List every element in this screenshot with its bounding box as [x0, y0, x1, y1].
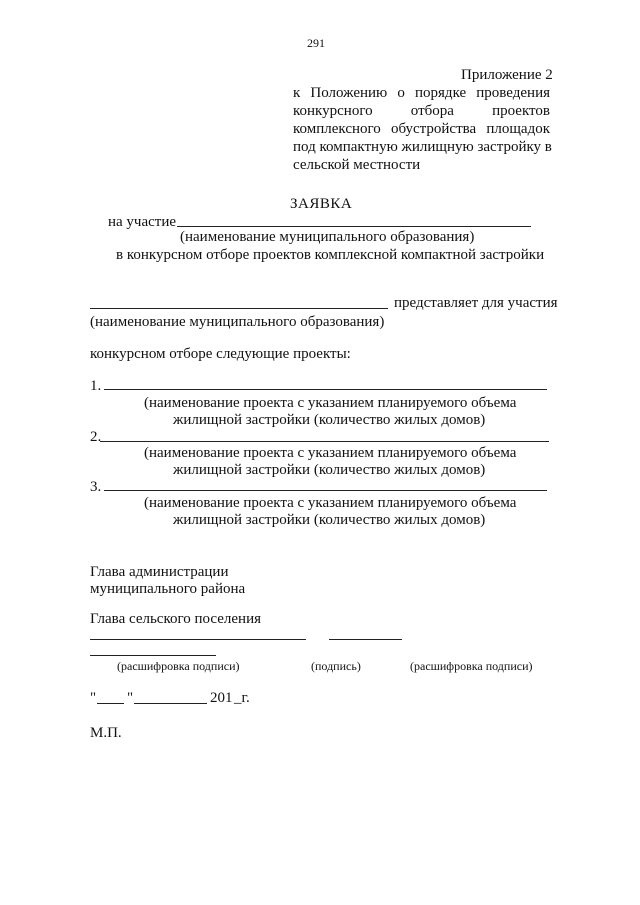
- document-heading: ЗАЯВКА: [290, 196, 353, 212]
- decode-label-2: (расшифровка подписи): [410, 659, 533, 673]
- signature-label: (подпись): [311, 659, 361, 673]
- participation-hint: (наименование муниципального образования): [180, 229, 475, 245]
- appendix-line-3: комплексного обустройства площадок: [293, 121, 550, 137]
- date-quote-close: ": [127, 690, 134, 706]
- date-month-line: [134, 703, 207, 704]
- page-number: 291: [307, 36, 325, 50]
- project-3-number: 3.: [90, 479, 102, 495]
- participation-blank-line: [177, 226, 531, 227]
- decode-label-1: (расшифровка подписи): [117, 659, 240, 673]
- municipality-blank-line: [90, 308, 388, 309]
- following-projects: конкурсном отборе следующие проекты:: [90, 346, 351, 362]
- head-admin-line-2: муниципального района: [90, 581, 246, 597]
- project-2-hint-1: (наименование проекта с указанием планируемого объема: [144, 445, 517, 461]
- project-3-hint-2: жилищной застройки (количество жилых домов): [173, 512, 486, 528]
- appendix-text: [293, 84, 550, 174]
- settlement-signature-line-2: [329, 639, 402, 640]
- project-2-blank-line: [100, 441, 549, 442]
- stamp-place: М.П.: [90, 725, 122, 741]
- project-2-hint-2: жилищной застройки (количество жилых домов): [173, 462, 486, 478]
- project-1-hint-2: жилищной застройки (количество жилых домов): [173, 412, 486, 428]
- date-quote-open: ": [90, 690, 97, 706]
- head-admin-line-1: Глава администрации: [90, 564, 229, 580]
- date-day-line: [97, 703, 124, 704]
- participation-line-2: в конкурсном отборе проектов комплексной компактной застройки: [116, 247, 545, 263]
- represents-suffix: представляет для участия: [394, 295, 558, 311]
- participation-label: на участие: [108, 214, 177, 230]
- project-3-hint-1: (наименование проекта с указанием планируемого объема: [144, 495, 517, 511]
- project-1-number: 1.: [90, 378, 102, 394]
- date-year-suffix: _г.: [234, 690, 250, 706]
- date-year: 201: [210, 690, 233, 706]
- admin-signature-line: [90, 655, 216, 656]
- settlement-signature-line-1: [90, 639, 306, 640]
- appendix-line-2: конкурсного отбора проектов: [293, 103, 550, 119]
- project-1-blank-line: [104, 389, 547, 390]
- municipality-hint: (наименование муниципального образования): [90, 314, 385, 330]
- appendix-title: Приложение 2: [461, 67, 553, 83]
- head-settlement: Глава сельского поселения: [90, 611, 262, 627]
- project-2-number: 2.: [90, 429, 102, 445]
- appendix-line-5: сельской местности: [293, 157, 421, 173]
- project-3-blank-line: [104, 490, 547, 491]
- appendix-line-4: под компактную жилищную застройку в: [293, 139, 552, 155]
- project-1-hint-1: (наименование проекта с указанием планируемого объема: [144, 395, 517, 411]
- appendix-line-1: к Положению о порядке проведения: [293, 85, 550, 101]
